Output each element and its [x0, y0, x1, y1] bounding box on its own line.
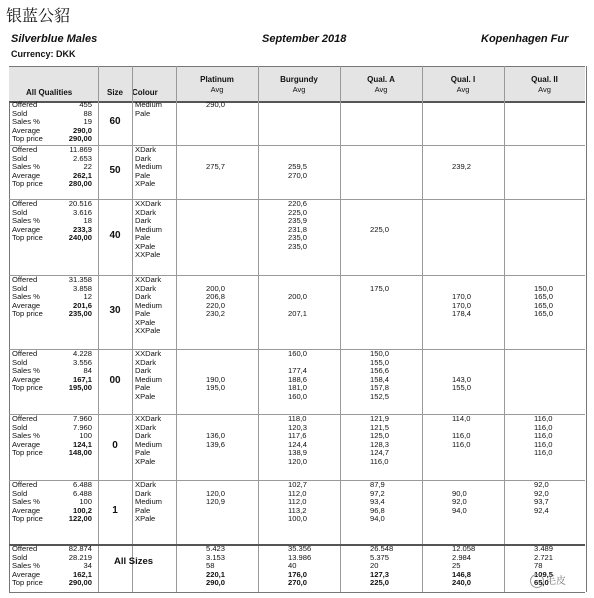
- grade-header: [176, 75, 258, 94]
- price-cell: 97,2: [370, 488, 385, 498]
- price-cell: 87,9: [370, 480, 385, 489]
- grade-name: Qual. A: [367, 75, 395, 84]
- stat-value: 124,1: [72, 439, 92, 449]
- price-cell: 136,0: [206, 431, 226, 440]
- stat-value: 148,00: [68, 448, 92, 457]
- stat-label: Top price: [12, 134, 43, 143]
- stat-label: Average: [12, 569, 41, 579]
- stat-label: Sales %: [12, 561, 40, 570]
- colour-label: Medium: [135, 224, 163, 234]
- price-cell: 120,9: [206, 497, 226, 506]
- colour-label: Pale: [135, 309, 151, 318]
- stat-value: 18: [83, 216, 92, 225]
- price-cell: 175,0: [370, 283, 390, 293]
- price-cell: 220,6: [288, 199, 308, 208]
- colour-label: Medium: [135, 374, 163, 384]
- stat-value: 84: [83, 366, 92, 375]
- colour-label: Dark: [135, 153, 152, 163]
- price-cell: 290,0: [206, 578, 226, 587]
- price-cell: 26.548: [370, 544, 394, 553]
- colour-label: XXDark: [135, 414, 162, 423]
- stat-label: Average: [12, 125, 41, 135]
- price-cell: 270,0: [288, 170, 308, 180]
- stat-value: 100: [79, 497, 92, 506]
- price-cell: 195,0: [206, 383, 226, 392]
- price-cell: 90,0: [452, 488, 467, 498]
- stat-value: 235,00: [68, 309, 92, 318]
- price-cell: 116,0: [534, 414, 553, 423]
- stat-value: 20.516: [68, 199, 92, 208]
- price-cell: 156,6: [370, 366, 390, 375]
- row-divider: [9, 145, 585, 146]
- price-cell: 190,0: [206, 374, 226, 384]
- price-cell: 125,0: [370, 431, 390, 440]
- price-cell: 120,0: [206, 488, 226, 498]
- all-qualities-header: All Qualities: [26, 88, 73, 97]
- colour-label: XDark: [135, 145, 157, 154]
- stat-label: Offered: [12, 199, 38, 208]
- price-cell: 65,0: [534, 578, 549, 587]
- stat-value: 233,3: [72, 224, 92, 234]
- price-cell: 259,5: [288, 162, 308, 171]
- price-cell: 113,2: [288, 505, 307, 515]
- price-cell: 93,4: [370, 497, 385, 506]
- stat-label: Top price: [12, 448, 43, 457]
- wechat-logo-icon: [530, 574, 544, 588]
- price-cell: 181,0: [288, 383, 308, 392]
- size-label: 1: [112, 505, 118, 516]
- size-header: Size: [106, 88, 123, 97]
- price-cell: 2.984: [452, 552, 472, 562]
- stat-label: Average: [12, 170, 41, 180]
- watermark-text: 毛皮: [546, 575, 566, 587]
- stat-label: Top price: [12, 233, 43, 242]
- stat-label: Average: [12, 300, 41, 310]
- stat-value: 201,6: [72, 300, 92, 310]
- stat-label: Average: [12, 224, 41, 234]
- stat-label: Offered: [12, 414, 38, 423]
- stat-value: 11.869: [69, 145, 92, 154]
- size-label: 50: [109, 165, 121, 176]
- stat-value: 100: [79, 431, 92, 440]
- size-label: 30: [109, 305, 121, 316]
- price-cell: 200,0: [288, 292, 308, 301]
- stat-value: 82.874: [68, 544, 92, 553]
- price-cell: 124,7: [370, 448, 390, 457]
- size-label: 00: [109, 374, 121, 386]
- price-cell: 150,0: [370, 349, 390, 358]
- stat-label: Sales %: [12, 431, 40, 440]
- colour-label: XXDark: [135, 275, 162, 284]
- price-cell: 94,0: [452, 505, 467, 515]
- price-cell: 3.489: [534, 544, 554, 553]
- price-cell: 112,0: [288, 497, 307, 506]
- stat-label: Sold: [12, 283, 28, 293]
- stat-value: 3.616: [72, 207, 92, 217]
- price-cell: 121,5: [370, 422, 390, 432]
- price-cell: 160,0: [288, 349, 308, 358]
- stat-label: Sales %: [12, 292, 40, 301]
- price-cell: 152,5: [370, 391, 390, 401]
- price-cell: 155,0: [370, 357, 390, 367]
- price-cell: 138,9: [288, 448, 308, 457]
- stat-label: Top price: [12, 383, 43, 392]
- stat-value: 455: [79, 100, 92, 109]
- grade-subheader: Avg: [456, 85, 470, 94]
- row-divider: [9, 275, 585, 276]
- stat-label: Sales %: [12, 162, 40, 171]
- price-cell: 92,0: [534, 480, 549, 489]
- price-cell: 158,4: [370, 374, 390, 384]
- colour-label: Medium: [135, 439, 163, 449]
- grade-name: Platinum: [200, 75, 234, 84]
- price-cell: 40: [288, 561, 297, 570]
- price-cell: 240,0: [452, 578, 472, 587]
- colour-label: Pale: [135, 233, 151, 242]
- stat-label: Average: [12, 439, 41, 449]
- size-label: 0: [112, 440, 118, 451]
- price-cell: 150,0: [534, 283, 554, 293]
- price-cell: 116,0: [370, 456, 389, 466]
- price-cell: 128,3: [370, 439, 390, 449]
- stat-label: Sales %: [12, 117, 40, 126]
- grade-subheader: Avg: [538, 85, 551, 94]
- price-cell: 94,0: [370, 514, 385, 523]
- size-label: 40: [109, 230, 121, 241]
- price-cell: 207,1: [288, 309, 308, 318]
- colour-label: XPale: [135, 514, 156, 523]
- price-cell: 230,2: [206, 309, 226, 318]
- colour-label: Dark: [135, 216, 152, 225]
- colour-label: Medium: [135, 100, 163, 109]
- colour-label: Medium: [135, 497, 163, 506]
- stat-value: 7.960: [72, 414, 92, 423]
- stat-label: Offered: [12, 544, 38, 553]
- colour-label: Pale: [135, 108, 151, 118]
- report-title: Silverblue Males: [11, 33, 98, 45]
- stat-value: 31.358: [68, 275, 92, 284]
- price-cell: 157,8: [370, 383, 390, 392]
- price-cell: 117,6: [288, 431, 307, 440]
- price-cell: 116,0: [452, 439, 471, 449]
- price-cell: 165,0: [534, 309, 554, 318]
- price-cell: 220,0: [206, 300, 226, 310]
- price-cell: 124,4: [288, 439, 308, 449]
- size-label: All Sizes: [114, 556, 154, 567]
- colour-label: XDark: [135, 283, 157, 293]
- colour-label: XXDark: [135, 199, 162, 208]
- stat-value: 3.556: [72, 357, 92, 367]
- price-cell: 270,0: [288, 578, 308, 587]
- price-cell: 225,0: [370, 224, 390, 234]
- stat-label: Sales %: [12, 497, 40, 506]
- stat-value: 6.488: [72, 480, 92, 489]
- stat-value: 7.960: [72, 422, 92, 432]
- colour-label: XDark: [135, 480, 157, 489]
- stat-label: Sold: [12, 108, 28, 118]
- grade-name: Qual. I: [450, 75, 476, 84]
- price-cell: 58: [206, 561, 215, 570]
- price-cell: 178,4: [452, 309, 472, 318]
- grade-subheader: Avg: [292, 85, 306, 94]
- stat-value: 280,00: [68, 179, 92, 188]
- stat-value: 4.228: [72, 349, 92, 358]
- stat-label: Sold: [12, 422, 28, 432]
- price-cell: 112,0: [288, 488, 307, 498]
- price-cell: 225,0: [370, 578, 390, 587]
- stat-value: 19: [83, 117, 92, 126]
- stat-value: 6.488: [72, 488, 92, 498]
- stat-value: 34: [83, 561, 92, 570]
- stat-value: 240,00: [68, 233, 92, 242]
- stat-label: Sales %: [12, 216, 40, 225]
- grade-name: Qual. II: [531, 75, 558, 84]
- stat-label: Offered: [12, 349, 38, 358]
- price-cell: 12.058: [452, 544, 476, 553]
- price-cell: 220,1: [206, 569, 226, 579]
- price-cell: 235,0: [288, 241, 308, 251]
- colour-label: Dark: [135, 431, 152, 440]
- stat-value: 12: [83, 292, 92, 301]
- price-cell: 206,8: [206, 292, 226, 301]
- stat-label: Sold: [12, 357, 28, 367]
- price-cell: 109,5: [534, 569, 554, 579]
- price-cell: 92,0: [534, 488, 549, 498]
- stat-label: Top price: [12, 514, 43, 523]
- size-label: 60: [109, 115, 121, 127]
- stat-label: Sold: [12, 207, 28, 217]
- stat-value: 162,1: [72, 569, 92, 579]
- price-cell: 114,0: [452, 414, 471, 423]
- colour-label: Medium: [135, 162, 163, 171]
- colour-label: XPale: [135, 391, 156, 401]
- colour-label: XPale: [135, 456, 156, 466]
- colour-label: XDark: [135, 357, 157, 367]
- stat-value: 22: [83, 162, 92, 171]
- stat-label: Top price: [12, 179, 43, 188]
- stat-value: 195,00: [68, 383, 92, 392]
- stat-label: Offered: [12, 100, 38, 109]
- colour-label: Pale: [135, 383, 151, 392]
- colour-label: Medium: [135, 300, 163, 310]
- price-cell: 25: [452, 561, 461, 570]
- price-cell: 231,8: [288, 224, 308, 234]
- price-cell: 155,0: [452, 383, 472, 392]
- price-cell: 78: [534, 561, 543, 570]
- colour-label: XPale: [135, 241, 156, 251]
- price-cell: 2.721: [534, 552, 554, 562]
- grade-header: [504, 75, 585, 94]
- price-cell: 239,2: [452, 162, 472, 171]
- price-cell: 3.153: [206, 552, 226, 562]
- price-cell: 116,0: [534, 431, 553, 440]
- watermark: [530, 569, 566, 588]
- price-cell: 100,0: [288, 514, 308, 523]
- grade-header: [422, 75, 504, 94]
- stat-value: 290,0: [72, 125, 92, 135]
- stat-label: Sales %: [12, 366, 40, 375]
- price-cell: 290,0: [206, 100, 226, 109]
- stat-value: 167,1: [72, 374, 92, 384]
- colour-label: XXPale: [135, 250, 161, 259]
- colour-label: XPale: [135, 179, 156, 188]
- price-cell: 188,6: [288, 374, 308, 384]
- price-cell: 5.423: [206, 544, 226, 553]
- table-bottom-border: [9, 592, 585, 593]
- price-cell: 118,0: [288, 414, 307, 423]
- colour-label: XXDark: [135, 349, 162, 358]
- stat-label: Top price: [12, 578, 43, 587]
- report-period: September 2018: [262, 33, 347, 45]
- price-cell: 120,3: [288, 422, 308, 432]
- price-cell: 120,0: [288, 456, 308, 466]
- report-source: Kopenhagen Fur: [481, 33, 569, 45]
- stat-label: Average: [12, 505, 41, 515]
- image-caption: 银蓝公貂: [6, 6, 71, 25]
- colour-label: Dark: [135, 292, 152, 301]
- stat-label: Sold: [12, 552, 28, 562]
- price-cell: 275,7: [206, 162, 226, 171]
- price-cell: 116,0: [534, 439, 553, 449]
- price-cell: 170,0: [452, 292, 472, 301]
- price-cell: 102,7: [288, 480, 308, 489]
- price-cell: 225,0: [288, 207, 308, 217]
- colour-label: XXPale: [135, 326, 161, 335]
- price-cell: 143,0: [452, 374, 472, 384]
- stat-label: Offered: [12, 480, 38, 489]
- stat-label: Sold: [12, 488, 28, 498]
- colour-label: Pale: [135, 448, 151, 457]
- grade-header: [258, 75, 340, 94]
- price-cell: 165,0: [534, 292, 554, 301]
- stat-value: 290,00: [68, 578, 92, 587]
- price-cell: 160,0: [288, 391, 308, 401]
- stat-value: 122,00: [68, 514, 92, 523]
- currency-label: Currency: DKK: [11, 49, 76, 59]
- grade-header: [340, 75, 422, 94]
- price-cell: 139,6: [206, 439, 226, 449]
- price-cell: 116,0: [534, 448, 553, 457]
- colour-label: XDark: [135, 422, 157, 432]
- colour-label: Pale: [135, 505, 151, 515]
- price-cell: 170,0: [452, 300, 472, 310]
- price-cell: 20: [370, 561, 379, 570]
- price-cell: 96,8: [370, 505, 385, 515]
- colour-header: Colour: [132, 88, 158, 97]
- stat-value: 28.219: [68, 552, 92, 562]
- stat-label: Top price: [12, 309, 43, 318]
- price-cell: 127,3: [370, 569, 390, 579]
- price-cell: 200,0: [206, 283, 226, 293]
- price-cell: 92,4: [534, 505, 549, 515]
- price-cell: 116,0: [534, 422, 553, 432]
- price-cell: 121,9: [370, 414, 390, 423]
- stat-label: Offered: [12, 145, 38, 154]
- price-cell: 146,8: [452, 569, 472, 579]
- stat-label: Sold: [12, 153, 28, 163]
- stat-value: 100,2: [72, 505, 92, 515]
- grade-name: Burgundy: [280, 75, 318, 84]
- colour-label: XDark: [135, 207, 157, 217]
- stat-label: Average: [12, 374, 41, 384]
- stat-value: 3.858: [72, 283, 92, 293]
- price-cell: 177,4: [288, 366, 308, 375]
- stat-value: 88: [83, 108, 92, 118]
- grade-subheader: Avg: [374, 85, 388, 94]
- price-cell: 13.986: [288, 552, 312, 562]
- price-cell: 235,9: [288, 216, 308, 225]
- price-cell: 116,0: [452, 431, 471, 440]
- colour-label: Pale: [135, 170, 151, 180]
- stat-label: Offered: [12, 275, 38, 284]
- colour-label: XPale: [135, 317, 156, 327]
- stat-value: 2.653: [72, 153, 92, 163]
- colour-label: Dark: [135, 488, 152, 498]
- price-cell: 35.356: [288, 544, 312, 553]
- price-cell: 93,7: [534, 497, 549, 506]
- price-cell: 235,0: [288, 233, 308, 242]
- stat-value: 290,00: [68, 134, 92, 143]
- price-cell: 165,0: [534, 300, 554, 310]
- price-cell: 92,0: [452, 497, 467, 506]
- price-cell: 5.375: [370, 552, 390, 562]
- stat-value: 262,1: [72, 170, 92, 180]
- colour-label: Dark: [135, 366, 152, 375]
- price-cell: 176,0: [288, 569, 308, 579]
- grade-subheader: Avg: [210, 85, 224, 94]
